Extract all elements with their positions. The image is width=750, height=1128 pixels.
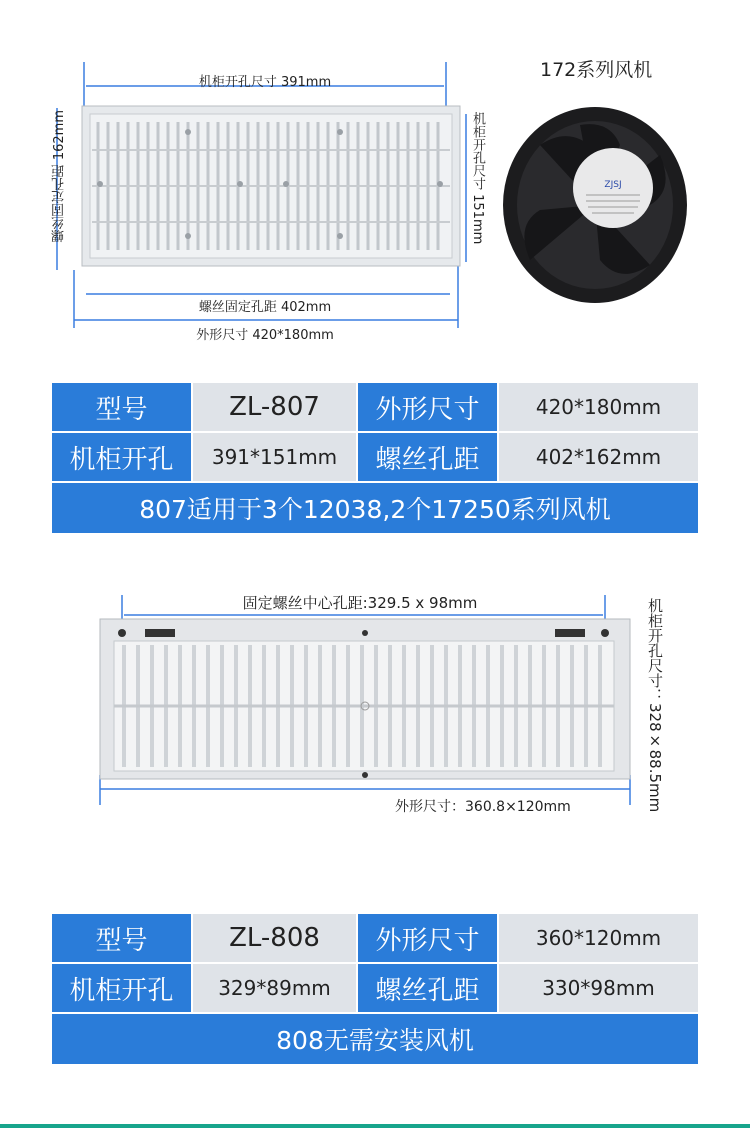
- dim-top-label: 机柜开孔尺寸 391mm: [198, 75, 332, 90]
- model-value: ZL-807: [193, 383, 356, 431]
- size-value: 420*180mm: [499, 383, 698, 431]
- dim-bottom-label-808: 外形尺寸：360.8×120mm: [395, 799, 571, 815]
- size-value: 360*120mm: [499, 914, 698, 962]
- dim-right-label-808: 机柜开孔尺寸：328×88.5mm: [646, 598, 664, 813]
- size-label: 外形尺寸: [358, 914, 497, 962]
- fan-brand: ZJSJ: [604, 180, 622, 190]
- fan-title: 172系列风机: [540, 59, 653, 81]
- spec-table-807: [52, 383, 698, 533]
- dim-left-label: 螺丝固定孔距 162mm: [52, 110, 67, 243]
- size-label: 外形尺寸: [358, 383, 497, 431]
- cutout-label: 机柜开孔: [52, 964, 191, 1012]
- dim-top-label-808: 固定螺丝中心孔距:329.5 x 98mm: [242, 594, 478, 612]
- hole-label: 螺丝孔距: [358, 433, 497, 481]
- hole-label: 螺丝孔距: [358, 964, 497, 1012]
- fan-image: [500, 95, 690, 310]
- hole-value: 330*98mm: [499, 964, 698, 1012]
- dim-bottom-label-1: 螺丝固定孔距 402mm: [198, 300, 332, 315]
- spec-table-808: [52, 914, 698, 1064]
- fan-icon: [500, 95, 690, 310]
- footer-divider: [0, 1124, 750, 1128]
- model-label: 型号: [52, 383, 191, 431]
- filter-808-drawing: [90, 585, 650, 825]
- cutout-value: 329*89mm: [193, 964, 356, 1012]
- model-value: ZL-808: [193, 914, 356, 962]
- note-banner: 808无需安装风机: [52, 1014, 698, 1064]
- cutout-label: 机柜开孔: [52, 433, 191, 481]
- dim-right-label: 机柜开孔尺寸 151mm: [470, 112, 485, 245]
- model-label: 型号: [52, 914, 191, 962]
- cutout-value: 391*151mm: [193, 433, 356, 481]
- dim-bottom-label-2: 外形尺寸 420*180mm: [196, 328, 334, 343]
- note-banner: 807适用于3个12038,2个17250系列风机: [52, 483, 698, 533]
- filter-diagram-808: [90, 585, 650, 825]
- hole-value: 402*162mm: [499, 433, 698, 481]
